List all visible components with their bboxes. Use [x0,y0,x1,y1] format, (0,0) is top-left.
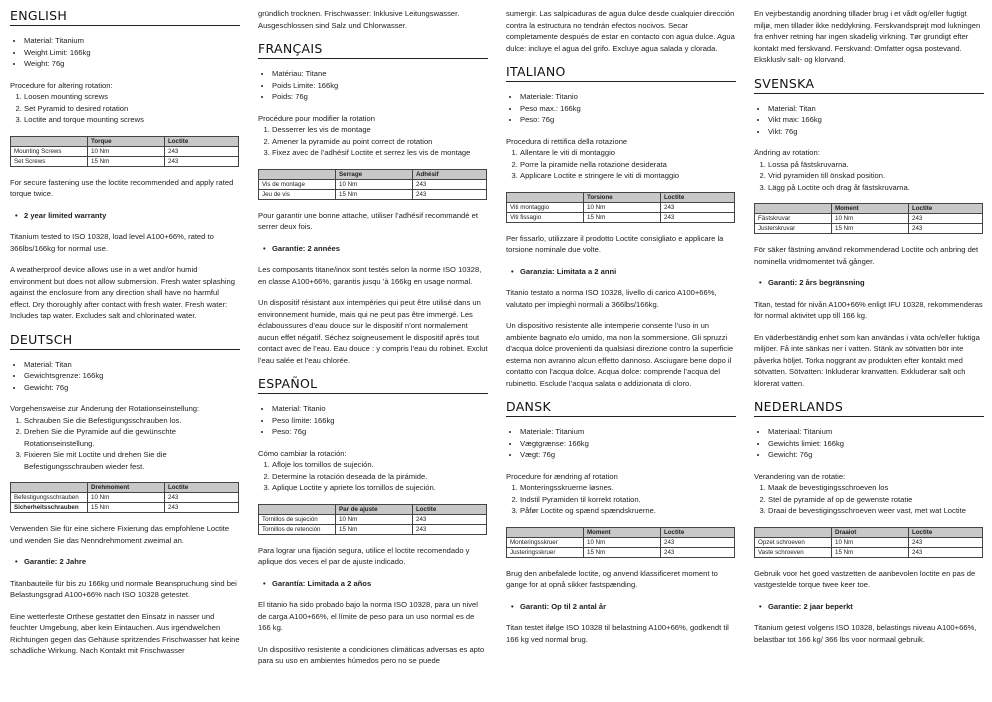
step-fr: 3. Fixez avec de l’adhésif Loctite et serrez les vis de montage [272,147,488,159]
table-header: Draaiot [832,527,909,537]
torque-table-fr [258,169,487,200]
table-header [259,504,336,514]
weatherproof-text-de-continued: gründlich trocknen. Frischwasser: Inklusive Leitungswasser. Ausgeschlossen sind Salz und Chlorwasser. [258,9,460,30]
spec-material-sv: • Material: Titan [768,103,984,115]
table-header: Loctite [165,483,239,493]
spec-weight-limit-es: • Peso límite: 166kg [272,415,488,427]
table-cell: Monteringsskruer [507,537,584,547]
spec-weight-limit-da: • Vægtgrænse: 166kg [520,438,736,450]
specs-list-da [506,426,736,461]
warranty-fr: • Garantie: 2 années [258,243,488,255]
table-cell: 243 [661,202,735,212]
table-header [259,169,336,179]
step-de: 1. Schrauben Sie die Befestigungsschrauben los. [24,415,240,427]
fastening-text-da: Brug den anbefalede loctite, og anvend klassificeret moment to gange for at opnå sikker fastspænding. [506,568,718,589]
spec-weight-limit-it: • Peso max.: 166kg [520,103,736,115]
table-cell: 243 [413,179,487,189]
tested-text-de: Titanbauteile für bis zu 166kg und normale Beanspruchung sind bei Belastungsgrad A100+66% nach ISO 10328 getestet. [10,578,237,599]
table-header: Loctite [661,527,735,537]
weatherproof-text-de: Eine wetterfeste Orthese gestattet den Einsatz in nasser und feuchter Umgebung, aber kein Eintauchen. Aus irgendwelchen Richtungen gegen das Gehäuse spritzendes Frischwasser hat keine schädliche Wirkung. Nach Kontakt mit Frischwasser [10,611,240,655]
tested-text-es: El titanio ha sido probado bajo la norma ISO 10328, para un nivel de carga A100+66%, el límite de peso para un uso normal es de 166 kg. [258,600,478,632]
specs-list-de [10,359,240,394]
table-header [507,527,584,537]
step-da: 3. Påfør Loctite og spænd spændskruerne. [520,505,736,517]
table-header: Loctite [909,527,983,537]
spec-material-en: • Material: Titanium [24,35,240,47]
fastening-text-es: Para lograr una fijación segura, utilice el loctite recomendado y aplique dos veces el par de ajuste indicado. [258,545,470,566]
table-row [755,214,983,224]
table-row [259,514,487,524]
table-header: Par de ajuste [336,504,413,514]
table-header-row [259,504,487,514]
step-it: 3. Applicare Loctite e stringere le viti di montaggio [520,170,736,182]
warranty-en: • 2 year limited warranty [10,210,240,222]
step-en: 1. Loosen mounting screws [24,91,240,103]
spec-material-it: • Materiale: Titanio [520,91,736,103]
weatherproof-text-fr: Un dispositif résistant aux intempéries qui peut être utilisé dans un environnement humide, mais qui ne peut pas être immergé. Les éclaboussures d’eau douce sur le dispositif n’ont normalement aucun effet négatif. Séchez soigneusement le dispositif après tout contact avec de l’eau. Eau douce : y compris l’eau du robinet. Exclut l’eau salée et l’eau chlorée. [258,298,488,365]
warranty-es: • Garantía: Limitada a 2 años [258,578,488,590]
table-header: Torque [88,136,165,146]
table-row [11,493,239,503]
section-heading-sv: SVENSKA [754,76,984,94]
fastening-text-de: Verwenden Sie für eine sichere Fixierung das empfohlene Loctite und wenden Sie das Nenndrehmoment zweimal an. [10,524,230,545]
step-es: 2. Determine la rotación deseada de la pirámide. [272,471,488,483]
specs-list-en [10,35,240,70]
section-heading-es: ESPAÑOL [258,376,488,394]
warranty-nl: • Garantie: 2 jaar beperkt [754,601,984,613]
table-header-row [259,169,487,179]
spec-weight-fr: • Poids: 76g [272,91,488,103]
warranty-sv: • Garanti: 2 års begränsning [754,277,984,289]
spec-weight-nl: • Gewicht: 76g [768,449,984,461]
procedure-steps-nl [754,482,984,517]
table-cell: 243 [909,214,983,224]
procedure-title-sv: Ändring av rotation: [754,148,820,157]
table-cell: 10 Nm [88,493,165,503]
spec-material-da: • Materiale: Titanium [520,426,736,438]
tested-text-fr: Les composants titane/inox sont testés selon la norme ISO 10328, en classe A100+66%, garantis jusqu ’à 166kg en usage normal. [258,265,482,286]
table-header: Moment [584,527,661,537]
table-row [259,189,487,199]
table-cell: 15 Nm [336,189,413,199]
column-4 [754,8,984,655]
torque-table-en [10,136,239,167]
warranty-da: • Garanti: Op til 2 antal år [506,601,736,613]
fastening-text-nl: Gebruik voor het goed vastzetten de aanbevolen loctite en pas de vastgestelde torque twee keer toe. [754,568,976,589]
table-cell: 243 [165,156,239,166]
procedure-steps-en [10,91,240,126]
table-header-row [755,204,983,214]
tested-text-nl: Titanium getest volgens ISO 10328, belastings niveau A100+66%, belastbar tot 166 kg/ 366 lbs voor normaal gebruik. [754,623,977,644]
spec-material-de: • Material: Titan [24,359,240,371]
step-sv: 3. Lägg på Loctite och drag åt fästskruvarna. [768,182,984,194]
torque-table-nl [754,527,983,558]
spec-weight-limit-fr: • Poids Limite: 166kg [272,80,488,92]
weatherproof-text-sv: En väderbeständig enhet som kan användas i väta och/eller fuktiga miljöer. Få inte sänkas ner i vatten. Stänk av sötvatten bör inte påverka höljet. Torka noggrant av produkten efter kontakt med sötvatten. Sötvatten: Inkluderar kranvatten. Exkluderar salt och klorerat vatten. [754,332,980,388]
table-cell: Sicherheitsschrauben [11,503,88,513]
spec-weight-de: • Gewicht: 76g [24,382,240,394]
specs-list-nl [754,426,984,461]
section-heading-fr: FRANÇAIS [258,41,488,59]
tested-text-it: Titanio testato a norma ISO 10328, livello di carico A100+66%, valutato per impieghi normali a 366lbs/166kg. [506,288,717,309]
table-header [507,192,584,202]
spec-material-nl: • Materiaal: Titanium [768,426,984,438]
table-cell: 15 Nm [88,503,165,513]
step-es: 3. Aplique Loctite y apriete los tornillos de sujeción. [272,482,488,494]
table-header-row [11,136,239,146]
step-nl: 2. Stel de pyramide af op de gewenste rotatie [768,494,984,506]
table-cell: 10 Nm [584,537,661,547]
table-header: Loctite [413,504,487,514]
section-heading-de: DEUTSCH [10,332,240,350]
step-es: 1. Afloje los tornillos de sujeción. [272,459,488,471]
table-cell: Viti fissagio [507,212,584,222]
table-row [755,547,983,557]
table-cell: 243 [909,537,983,547]
table-header: Torsione [584,192,661,202]
table-row [11,156,239,166]
step-sv: 1. Lossa på fästskruvarna. [768,159,984,171]
section-heading-it: ITALIANO [506,64,736,82]
table-cell: Fästskruvar [755,214,832,224]
table-cell: 15 Nm [88,156,165,166]
table-cell: 10 Nm [336,514,413,524]
table-cell: 243 [165,493,239,503]
table-cell: 243 [165,503,239,513]
column-2 [258,8,488,677]
table-row [11,503,239,513]
table-row [11,146,239,156]
procedure-steps-fr [258,124,488,159]
table-row [507,212,735,222]
table-cell: 243 [909,547,983,557]
spec-weight-it: • Peso: 76g [520,114,736,126]
table-header-row [11,483,239,493]
weatherproof-text-da: En vejrbestandig anordning tillader brug i et vådt og/eller fugtigt miljø, men tillader ikke neddykning. Ferskvandsprøjt mod lukningen fra enhver retning har ingen skadelig virkning. Tør grundigt efter kontakt med ferskvand. Ferskvand: Omfatter ogsa postevand. Ekskluslv salt- og klorvand. [754,9,981,64]
table-cell: 243 [661,537,735,547]
column-3 [506,8,736,655]
specs-list-es [258,403,488,438]
table-cell: 243 [413,189,487,199]
table-header [755,204,832,214]
warranty-it: • Garanzia: Limitata a 2 anni [506,266,736,278]
table-cell: Set Screws [11,156,88,166]
table-cell: Jeu de vis [259,189,336,199]
table-header [11,136,88,146]
table-cell: Justerskruvar [755,224,832,234]
step-nl: 3. Draai de bevestigingsschroeven weer vast, met wat Loctite [768,505,984,517]
tested-text-da: Titan testet ifølge ISO 10328 til belastning A100+66%, godkendt til 166 kg ved normal brug. [506,623,729,644]
procedure-steps-sv [754,159,984,194]
table-cell: Tornillos de sujeción [259,514,336,524]
table-header: Loctite [165,136,239,146]
spec-weight-da: • Vægt: 76g [520,449,736,461]
table-cell: Befestigungsschrauben [11,493,88,503]
table-cell: Viti montaggio [507,202,584,212]
table-cell: 243 [413,524,487,534]
step-da: 1. Monteringsskruerne løsnes. [520,482,736,494]
spec-weight-limit-sv: • Vikt max: 166kg [768,114,984,126]
table-cell: 243 [661,212,735,222]
procedure-steps-es [258,459,488,494]
specs-list-sv [754,103,984,138]
step-sv: 2. Vrid pyramiden till önskad position. [768,170,984,182]
fastening-text-it: Per fissarlo, utilizzare il prodotto Loctite consigliato e applicare la torsione nominale due volte. [506,233,724,254]
tested-text-sv: Titan, testad för nivån A100+66% enligt IFU 10328, rekommenderas för normal aktivitet upp till 166 kg. [754,299,983,320]
table-header: Adhésif [413,169,487,179]
spec-weight-en: • Weight: 76g [24,58,240,70]
table-header: Loctite [909,204,983,214]
table-cell: 10 Nm [88,146,165,156]
table-row [259,179,487,189]
table-row [507,537,735,547]
spec-material-fr: • Matériau: Titane [272,68,488,80]
table-row [755,224,983,234]
procedure-title-en: Procedure for altering rotation: [10,80,113,90]
table-cell: 243 [165,146,239,156]
procedure-title-nl: Verandering van de rotatie: [754,471,846,481]
fastening-text-sv: För säker fästning använd rekommenderad Loctite och anbring det nominella vridmomentet två gånger. [754,245,979,266]
table-cell: 15 Nm [832,224,909,234]
tested-text-en: Titanium tested to ISO 10328, load level A100+66%, rated to 366lbs/166kg for normal use. [10,232,214,253]
procedure-steps-da [506,482,736,517]
step-de: 2. Drehen Sie die Pyramide auf die gewünschte Rotationseinstellung. [24,426,240,449]
table-cell: 15 Nm [584,212,661,222]
table-cell: Opzet schroeven [755,537,832,547]
section-heading-en: ENGLISH [10,8,240,26]
table-header-row [507,527,735,537]
table-cell: 10 Nm [336,179,413,189]
procedure-title-it: Procedura di rettifica della rotazione [506,136,628,146]
torque-table-sv [754,203,983,234]
table-cell: Vis de montage [259,179,336,189]
spec-weight-limit-de: • Gewichtsgrenze: 166kg [24,370,240,382]
procedure-title-fr: Procédure pour modifier la rotation [258,113,375,123]
table-cell: 243 [909,224,983,234]
spec-weight-limit-nl: • Gewichts limiet: 166kg [768,438,984,450]
step-en: 2. Set Pyramid to desired rotation [24,103,240,115]
step-fr: 2. Amener la pyramide au point correct de rotation [272,136,488,148]
step-nl: 1. Maak de bevestigingsschroeven los [768,482,984,494]
table-header [755,527,832,537]
table-cell: Mounting Screws [11,146,88,156]
fastening-text-en: For secure fastening use the loctite recommended and apply rated torque twice. [10,177,234,198]
table-cell: 10 Nm [584,202,661,212]
table-header: Loctite [661,192,735,202]
weatherproof-text-es: Un dispositivo resistente a condiciones climáticas adversas es apto para su uso en ambientes húmedos pero no se puede [258,644,485,665]
torque-table-de [10,482,239,513]
step-it: 1. Allentare le viti di montaggio [520,147,736,159]
weatherproof-text-it: Un dispositivo resistente alle intemperie consente l’uso in un ambiente bagnato e/o umido, ma non la sommersione. Gli spruzzi d’acqua dolce provenienti da qualsiasi direzione contro la superficie esterna non avranno alcun effetto dannoso. Asciugare bene dopo il contatto con l’acqua dolce. Acqua dolce: comprende l’acqua del rubinetto. Esclude l’acqua salata o addizionata di cloro. [506,321,734,388]
torque-table-it [506,192,735,223]
table-row [507,547,735,557]
spec-weight-sv: • Vikt: 76g [768,126,984,138]
step-de: 3. Fixieren Sie mit Loctite und drehen Sie die Befestigungsschrauben wieder fest. [24,449,240,472]
weatherproof-text-en: A weatherproof device allows use in a wet and/or humid environment but does not allow submersion. Fresh water splashing against the enclosure from any direction shall have no harmful effect. Dry thoroughly after contact with fresh water. Fresh water: Includes tap water. Excludes salt and chlorinated water. [10,265,235,320]
table-row [507,202,735,212]
table-header [11,483,88,493]
step-fr: 1. Desserrer les vis de montage [272,124,488,136]
section-heading-da: DANSK [506,399,736,417]
table-cell: 15 Nm [336,524,413,534]
spec-material-es: • Material: Titanio [272,403,488,415]
table-header-row [507,192,735,202]
table-row [755,537,983,547]
table-cell: 10 Nm [832,214,909,224]
section-heading-nl: NEDERLANDS [754,399,984,417]
warranty-de: • Garantie: 2 Jahre [10,556,240,568]
table-header: Drehmoment [88,483,165,493]
specs-list-it [506,91,736,126]
torque-table-es [258,504,487,535]
table-header: Moment [832,204,909,214]
specs-list-fr [258,68,488,103]
table-cell: 15 Nm [584,547,661,557]
procedure-steps-de [10,415,240,473]
table-cell: 243 [413,514,487,524]
table-header-row [755,527,983,537]
table-row [259,524,487,534]
spec-weight-limit-en: • Weight Limit: 166kg [24,47,240,59]
column-1 [10,8,240,667]
procedure-title-es: Cómo cambiar la rotación: [258,448,347,458]
step-it: 2. Porre la piramide nella rotazione desiderata [520,159,736,171]
table-cell: Tornillos de retención [259,524,336,534]
procedure-steps-it [506,147,736,182]
table-header: Serrage [336,169,413,179]
table-cell: Vaste schroeven [755,547,832,557]
torque-table-da [506,527,735,558]
procedure-title-da: Procedure for ændring af rotation [506,471,618,481]
fastening-text-fr: Pour garantir une bonne attache, utiliser l’adhésif recommandé et serrer deux fois. [258,210,478,231]
procedure-title-de: Vorgehensweise zur Änderung der Rotationseinstellung: [10,404,200,413]
step-en: 3. Loctite and torque mounting screws [24,114,240,126]
spec-weight-es: • Peso: 76g [272,426,488,438]
weatherproof-text-es-continued: sumergir. Las salpicaduras de agua dulce desde cualquier dirección contra la estructura no tendrán efectos nocivos. Secar completamente después de estar en contacto con agua dulce. Agua dulce: incluye el agua del grifo. Excluye agua salada y clorada. [506,9,735,53]
step-da: 2. Indstil Pyramiden til korrekt rotation. [520,494,736,506]
table-cell: 10 Nm [832,537,909,547]
table-cell: 15 Nm [832,547,909,557]
table-cell: 243 [661,547,735,557]
table-cell: Justeringsskruer [507,547,584,557]
